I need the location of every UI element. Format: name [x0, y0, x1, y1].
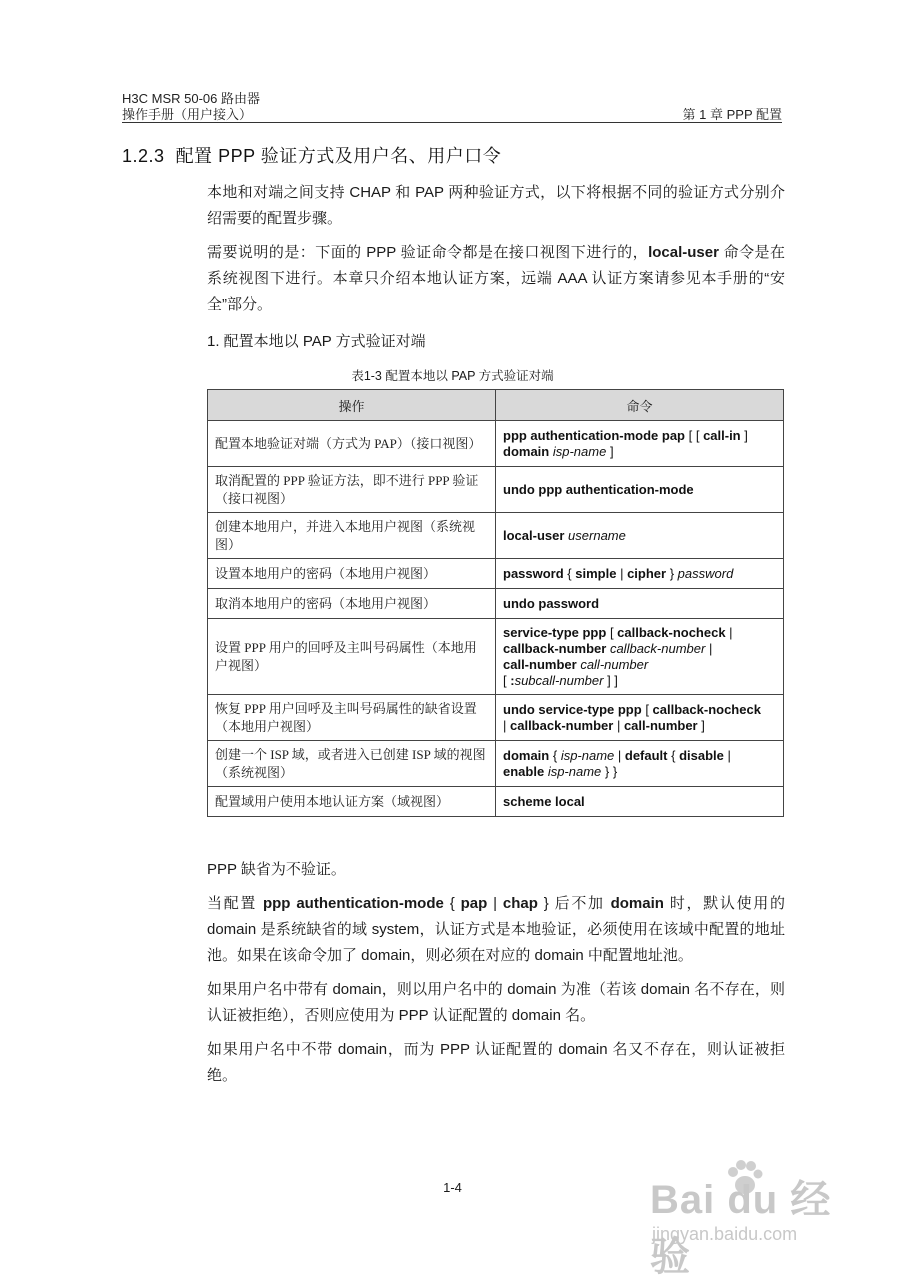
table-row	[208, 787, 784, 817]
operation-cell: 配置域用户使用本地认证方案（域视图）	[208, 787, 496, 817]
table-row	[208, 421, 784, 467]
operation-cell: 配置本地验证对端（方式为 PAP）（接口视图）	[208, 421, 496, 467]
table-row	[208, 513, 784, 559]
command-cell: local-user username	[496, 513, 784, 559]
col-operation: 操作	[208, 390, 496, 421]
col-command: 命令	[496, 390, 784, 421]
intro-paragraph-1: 本地和对端之间支持 CHAP 和 PAP 两种验证方式，以下将根据不同的验证方式分别介绍需要的配置步骤。	[207, 184, 785, 227]
operation-cell: 取消配置的 PPP 验证方法，即不进行 PPP 验证（接口视图）	[208, 467, 496, 513]
table-row	[208, 741, 784, 787]
note-no-domain: 如果用户名中不带 domain，而为 PPP 认证配置的 domain 名又不存在，则认证被拒绝。	[207, 1041, 785, 1084]
table-header-row	[208, 390, 784, 421]
operation-cell: 恢复 PPP 用户回呼及主叫号码属性的缺省设置（本地用户视图）	[208, 695, 496, 741]
table-caption: 表1-3 配置本地以 PAP 方式验证对端	[351, 369, 554, 383]
command-cell: password { simple | cipher } password	[496, 559, 784, 589]
section-title	[122, 142, 501, 168]
operation-cell: 设置本地用户的密码（本地用户视图）	[208, 559, 496, 589]
command-cell: undo password	[496, 589, 784, 619]
note-domain-default: 当配置 ppp authentication-mode { pap | chap } 后不加 domain 时，默认使用的 domain 是系统缺省的域 system，认证方式是本地验证，必须使用在该域中配置的地址池。如果在该命令加了 domain，则必须在对应的 domain 中配置地址池。	[207, 895, 786, 964]
operation-cell: 设置 PPP 用户的回呼及主叫号码属性（本地用户视图）	[208, 619, 496, 695]
command-cell: scheme local	[496, 787, 784, 817]
header-product: H3C MSR 50-06 路由器	[122, 91, 260, 106]
command-cell: ppp authentication-mode pap [ [ call-in ] domain isp-name ]	[496, 421, 784, 467]
command-cell: domain { isp-name | default { disable | enable isp-name } }	[496, 741, 784, 787]
header-row	[122, 104, 782, 123]
command-cell: undo ppp authentication-mode	[496, 467, 784, 513]
header-manual: 操作手册（用户接入）	[122, 107, 253, 122]
note-username-domain: 如果用户名中带有 domain，则以用户名中的 domain 为准（若该 domain 名不存在，则认证被拒绝），否则应使用为 PPP 认证配置的 domain 名。	[207, 981, 785, 1024]
command-table	[207, 389, 784, 817]
command-cell: undo service-type ppp [ callback-nocheck | callback-number | call-number ]	[496, 695, 784, 741]
page-number: 1-4	[443, 1180, 462, 1195]
section-text: 配置 PPP 验证方式及用户名、用户口令	[175, 146, 502, 166]
intro-paragraph-2: 需要说明的是：下面的 PPP 验证命令都是在接口视图下进行的，local-user 命令是在系统视图下进行。本章只介绍本地认证方案，远端 AAA 认证方案请参见本手册的“安全”部分。	[207, 244, 785, 313]
section-number: 1.2.3	[122, 146, 165, 166]
notes-block	[207, 857, 785, 1097]
watermark-url: jingyan.baidu.com	[652, 1224, 798, 1244]
table-row	[208, 559, 784, 589]
command-cell: service-type ppp [ callback-nocheck | callback-number callback-number | call-number call-number [ :subcall-number ] ]	[496, 619, 784, 695]
header-rule	[122, 122, 782, 123]
watermark-brand: Bai du 经验	[650, 1178, 832, 1279]
operation-cell: 取消本地用户的密码（本地用户视图）	[208, 589, 496, 619]
baidu-watermark	[640, 1158, 860, 1279]
table-row	[208, 467, 784, 513]
local-user-command: local-user	[648, 244, 719, 261]
operation-cell: 创建一个 ISP 域，或者进入已创建 ISP 域的视图（系统视图）	[208, 741, 496, 787]
table-row	[208, 589, 784, 619]
note-default: PPP 缺省为不验证。	[207, 861, 346, 878]
intro-block	[207, 180, 785, 326]
table-row	[208, 695, 784, 741]
subsection-title: 1. 配置本地以 PAP 方式验证对端	[207, 333, 426, 350]
table-row	[208, 619, 784, 695]
operation-cell: 创建本地用户，并进入本地用户视图（系统视图）	[208, 513, 496, 559]
header-chapter: 第 1 章 PPP 配置	[682, 107, 782, 122]
